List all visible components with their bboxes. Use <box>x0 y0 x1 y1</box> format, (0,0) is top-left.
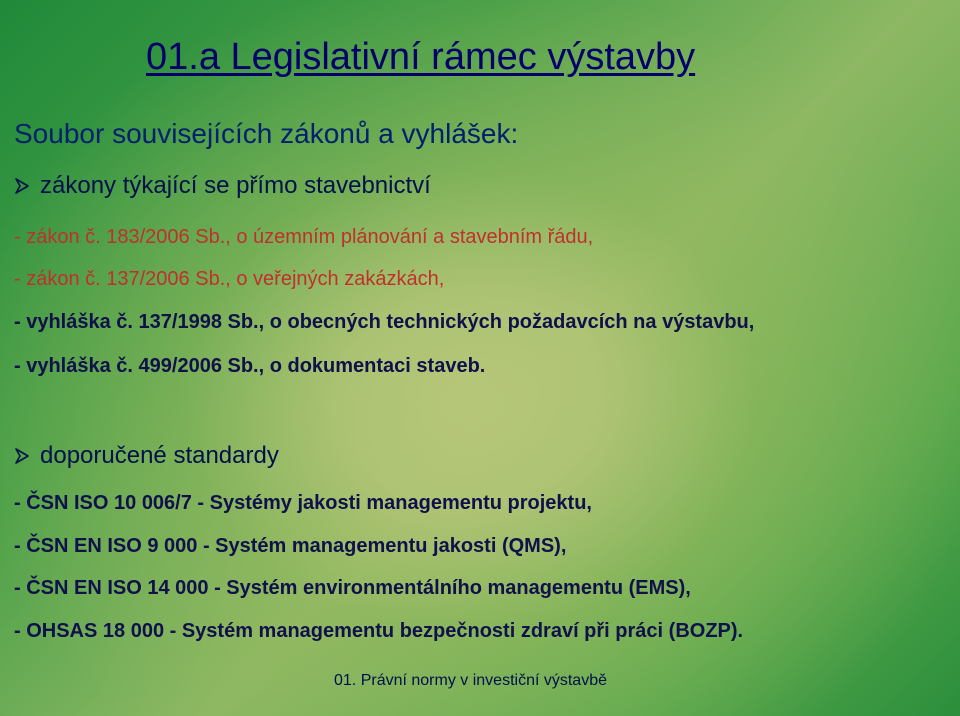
slide-footer: 01. Právní normy v investiční výstavbě <box>334 672 607 689</box>
slide-title: 01.a Legislativní rámec výstavby <box>146 36 696 78</box>
section-heading-text: zákony týkající se přímo stavebnictví <box>40 172 431 199</box>
list-item: - ČSN EN ISO 14 000 - Systém environmentálního managementu (EMS), <box>14 577 691 599</box>
section-heading-laws <box>14 172 431 200</box>
list-item: - ČSN ISO 10 006/7 - Systémy jakosti managementu projektu, <box>14 492 592 514</box>
list-item: - vyhláška č. 137/1998 Sb., o obecných technických požadavcích na výstavbu, <box>14 311 755 333</box>
list-item: - OHSAS 18 000 - Systém managementu bezpečnosti zdraví při práci (BOZP). <box>14 620 744 642</box>
section-heading-standards <box>14 442 279 470</box>
list-item: - zákon č. 183/2006 Sb., o územním plánování a stavebním řádu, <box>14 226 594 248</box>
arrow-bullet-icon <box>14 447 30 465</box>
section-heading-text: doporučené standardy <box>40 442 279 469</box>
slide-subtitle: Soubor souvisejících zákonů a vyhlášek: <box>14 118 519 149</box>
arrow-bullet-icon <box>14 177 30 195</box>
list-item: - vyhláška č. 499/2006 Sb., o dokumentaci staveb. <box>14 355 486 377</box>
list-item: - zákon č. 137/2006 Sb., o veřejných zakázkách, <box>14 268 445 290</box>
list-item: - ČSN EN ISO 9 000 - Systém managementu jakosti (QMS), <box>14 535 567 557</box>
